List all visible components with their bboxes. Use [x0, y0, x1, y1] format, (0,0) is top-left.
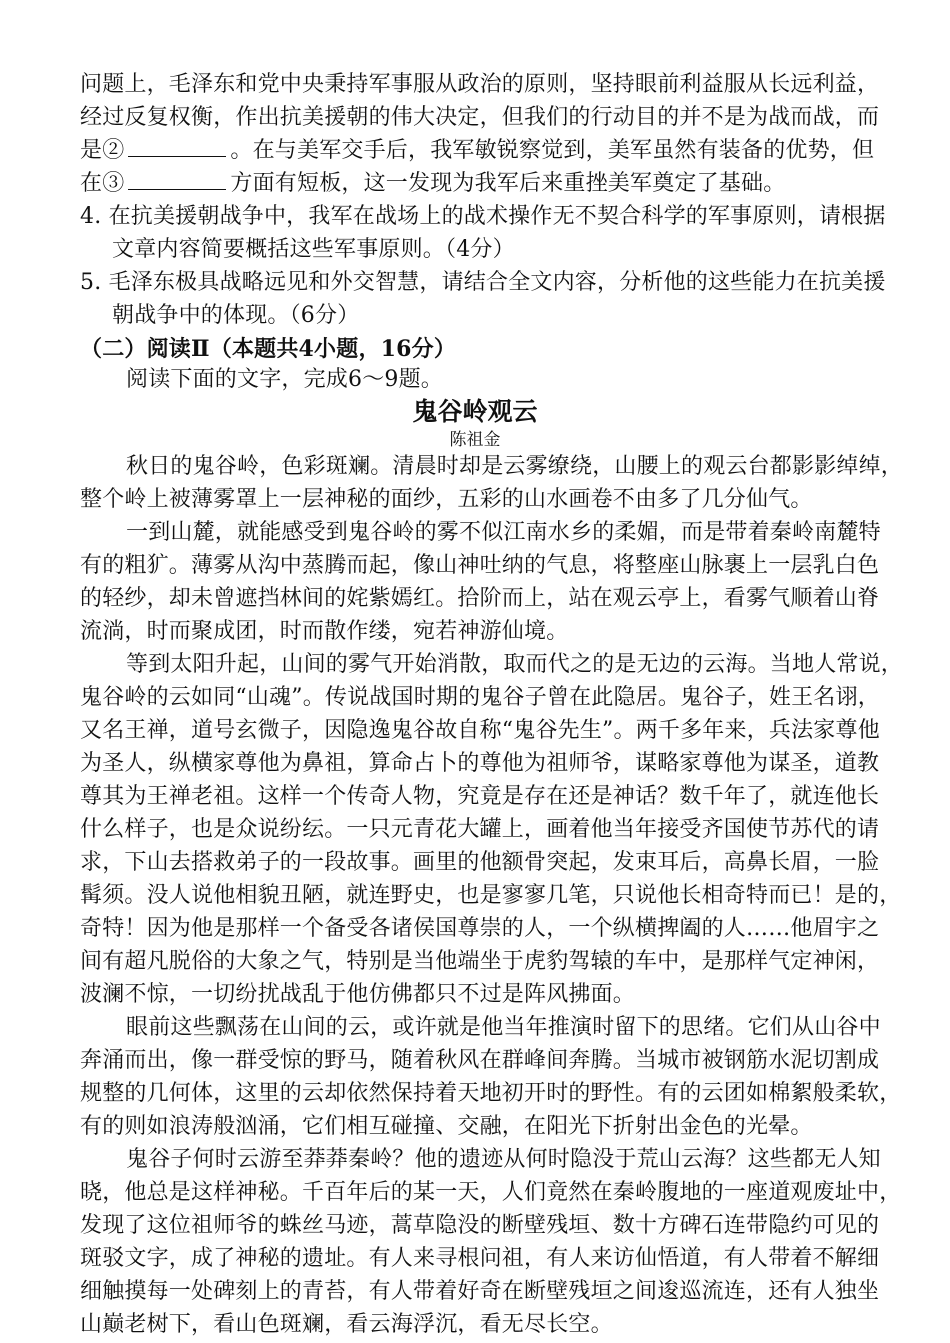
passage-line-with-blank-3: [80, 169, 920, 199]
article-line: 发现了这位祖师爷的蛛丝马迹，蒿草隐没的断壁残垣、数十方碑石连带隐约可见的: [80, 1213, 880, 1238]
question-5-cont: 朝战争中的体现。（6分）: [112, 303, 360, 328]
article-line: 晓，他总是这样神秘。千百年后的某一天，人们竟然在秦岭腹地的一座道观废址中，: [80, 1180, 902, 1205]
article-line: 的轻纱，却未曾遮挡林间的姹紫嫣红。拾阶而上，站在观云亭上，看雾气顺着山脊: [80, 586, 880, 611]
article-line: 什么样子，也是众说纷纭。一只元青花大罐上，画着他当年接受齐国使节苏代的请: [80, 817, 880, 842]
answer-blank-2[interactable]: [128, 136, 226, 157]
article-line: 细触摸每一处碑刻上的青苔，有人带着好奇在断壁残垣之间逡巡流连，还有人独坐: [80, 1279, 880, 1304]
article-line: 眼前这些飘荡在山间的云，或许就是他当年推演时留下的思绪。它们从山谷中: [126, 1015, 881, 1040]
article-line: 鬼谷岭的云如同“山魂”。传说战国时期的鬼谷子曾在此隐居。鬼谷子，姓王名诩，: [80, 685, 880, 710]
article-line: 流淌，时而聚成团，时而散作缕，宛若神游仙境。: [80, 619, 569, 644]
blank-label-3: 在③: [80, 171, 125, 196]
article-line: 奇特！因为他是那样一个备受各诸侯国尊崇的人，一个纵横捭阖的人……他眉宇之: [80, 916, 880, 941]
article-line: 波澜不惊，一切纷扰战乱于他仿佛都只不过是阵风拂面。: [80, 982, 636, 1007]
passage-line: 经过反复权衡，作出抗美援朝的伟大决定，但我们的行动目的并不是为战而战，而: [80, 105, 880, 130]
article-title: 鬼谷岭观云: [412, 397, 538, 426]
passage-line-with-blank-2: [80, 136, 920, 166]
passage-text: 方面有短板，这一发现为我军后来重挫美军奠定了基础。: [230, 171, 786, 196]
passage-line: 问题上，毛泽东和党中央秉持军事服从政治的原则，坚持眼前利益服从长远利益，: [80, 72, 880, 97]
article-line: 山巅老树下，看山色斑斓，看云海浮沉，看无尽长空。: [80, 1312, 613, 1337]
passage-text: 。在与美军交手后，我军敏锐察觉到，美军虽然有装备的优势，但: [230, 138, 875, 163]
article-line: 又名王禅，道号玄微子，因隐逸鬼谷故自称“鬼谷先生”。两千多年来，兵法家尊他: [80, 718, 880, 743]
article-line: 间有超凡脱俗的大象之气，特别是当他端坐于虎豹驾辕的车中，是那样气定神闲，: [80, 949, 880, 974]
article-line: 求，下山去搭救弟子的一段故事。画里的他额骨突起，发束耳后，高鼻长眉，一脸: [80, 850, 880, 875]
article-line: 鬼谷子何时云游至莽莽秦岭？他的遗迹从何时隐没于荒山云海？这些都无人知: [126, 1147, 881, 1172]
section-instruction: 阅读下面的文字，完成6～9题。: [126, 367, 443, 392]
article-line: 秋日的鬼谷岭，色彩斑斓。清晨时却是云雾缭绕，山腰上的观云台都影影绰绰，: [126, 454, 904, 479]
article-line: 等到太阳升起，山间的雾气开始消散，取而代之的是无边的云海。当地人常说，: [126, 652, 904, 677]
article-line: 一到山麓，就能感受到鬼谷岭的雾不似江南水乡的柔媚，而是带着秦岭南麓特: [126, 520, 881, 545]
article-line: 斑驳文字，成了神秘的遗址。有人来寻根问祖，有人来访仙悟道，有人带着不解细: [80, 1246, 880, 1271]
article-line: 整个岭上被薄雾罩上一层神秘的面纱，五彩的山水画卷不由多了几分仙气。: [80, 487, 813, 512]
answer-blank-3[interactable]: [128, 169, 226, 190]
article-line: 有的则如浪涛般汹涌，它们相互碰撞、交融，在阳光下折射出金色的光晕。: [80, 1114, 813, 1139]
article-author: 陈祖金: [449, 430, 501, 450]
article-line: 为圣人，纵横家尊他为鼻祖，算命占卜的尊他为祖师爷，谋略家尊他为谋圣，道教: [80, 751, 880, 776]
question-4: 4. 在抗美援朝战争中，我军在战场上的战术操作无不契合科学的军事原则，请根据: [80, 204, 886, 229]
question-4-cont: 文章内容简要概括这些军事原则。（4分）: [112, 237, 515, 262]
article-line: 尊其为王禅老祖。这样一个传奇人物，究竟是存在还是神话？数千年了，就连他长: [80, 784, 880, 809]
article-line: 奔涌而出，像一群受惊的野马，随着秋风在群峰间奔腾。当城市被钢筋水泥切割成: [80, 1048, 880, 1073]
question-5: 5. 毛泽东极具战略远见和外交智慧，请结合全文内容，分析他的这些能力在抗美援: [80, 270, 886, 295]
article-line: 规整的几何体，这里的云却依然保持着天地初开时的野性。有的云团如棉絮般柔软，: [80, 1081, 902, 1106]
section-heading: （二）阅读Ⅱ（本题共4小题，16分）: [80, 336, 457, 362]
blank-label-2: 是②: [80, 138, 125, 163]
article-line: 有的粗犷。薄雾从沟中蒸腾而起，像山神吐纳的气息，将整座山脉裹上一层乳白色: [80, 553, 880, 578]
article-line: 髯须。没人说他相貌丑陋，就连野史，也是寥寥几笔，只说他长相奇特而已！是的，: [80, 883, 902, 908]
